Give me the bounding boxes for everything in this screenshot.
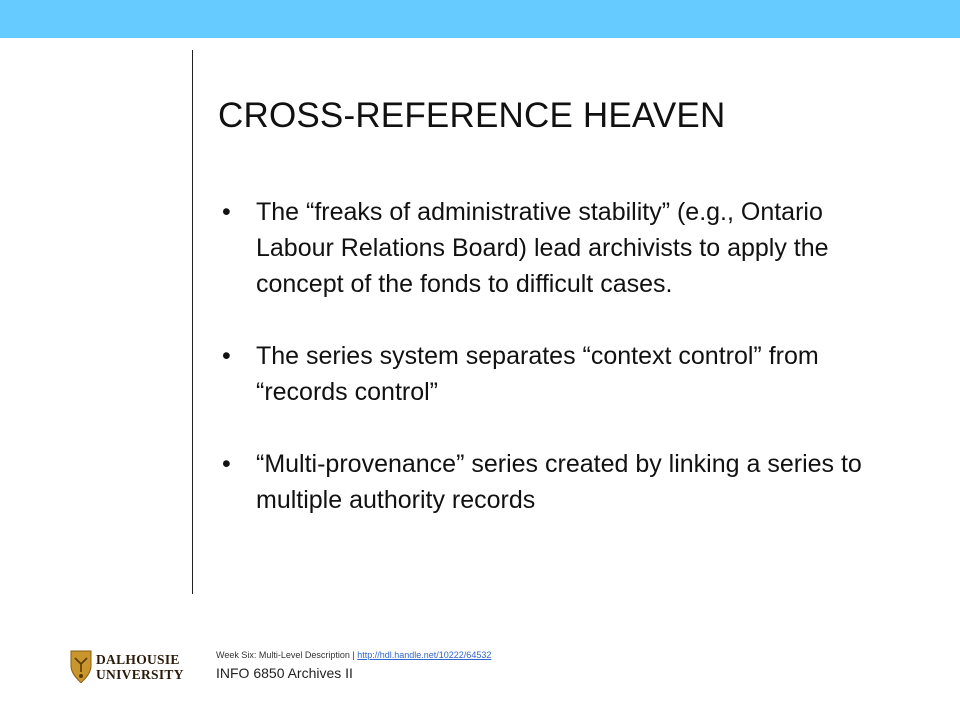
bullet-text: The “freaks of administrative stability” (e.g., Ontario Labour Relations Board) lead archivists to apply the concept of the fonds to difficult cases. [256, 198, 829, 298]
source-link[interactable]: http://hdl.handle.net/10222/64532 [357, 650, 492, 660]
logo-wordmark [96, 652, 184, 682]
source-prefix: Week Six: Multi-Level Description | [216, 650, 358, 660]
bullet-item-3 [218, 446, 898, 518]
dalhousie-logo [70, 648, 195, 686]
bullet-dot-icon: • [222, 342, 231, 370]
shield-crest-icon [70, 650, 92, 684]
bullet-item-1 [218, 194, 898, 302]
logo-line-2: UNIVERSITY [96, 667, 184, 682]
slide-title: CROSS-REFERENCE HEAVEN [218, 96, 726, 135]
bullet-dot-icon: • [222, 450, 231, 478]
course-label: INFO 6850 Archives II [216, 665, 353, 681]
bullet-dot-icon: • [222, 198, 231, 226]
logo-line-1: DALHOUSIE [96, 652, 180, 667]
vertical-divider [192, 50, 193, 594]
bullet-list [218, 194, 898, 554]
bullet-text: “Multi-provenance” series created by linking a series to multiple authority records [256, 450, 862, 514]
bullet-text: The series system separates “context control” from “records control” [256, 342, 819, 406]
bullet-item-2 [218, 338, 898, 410]
footer-source [216, 650, 491, 660]
top-accent-bar [0, 0, 960, 38]
